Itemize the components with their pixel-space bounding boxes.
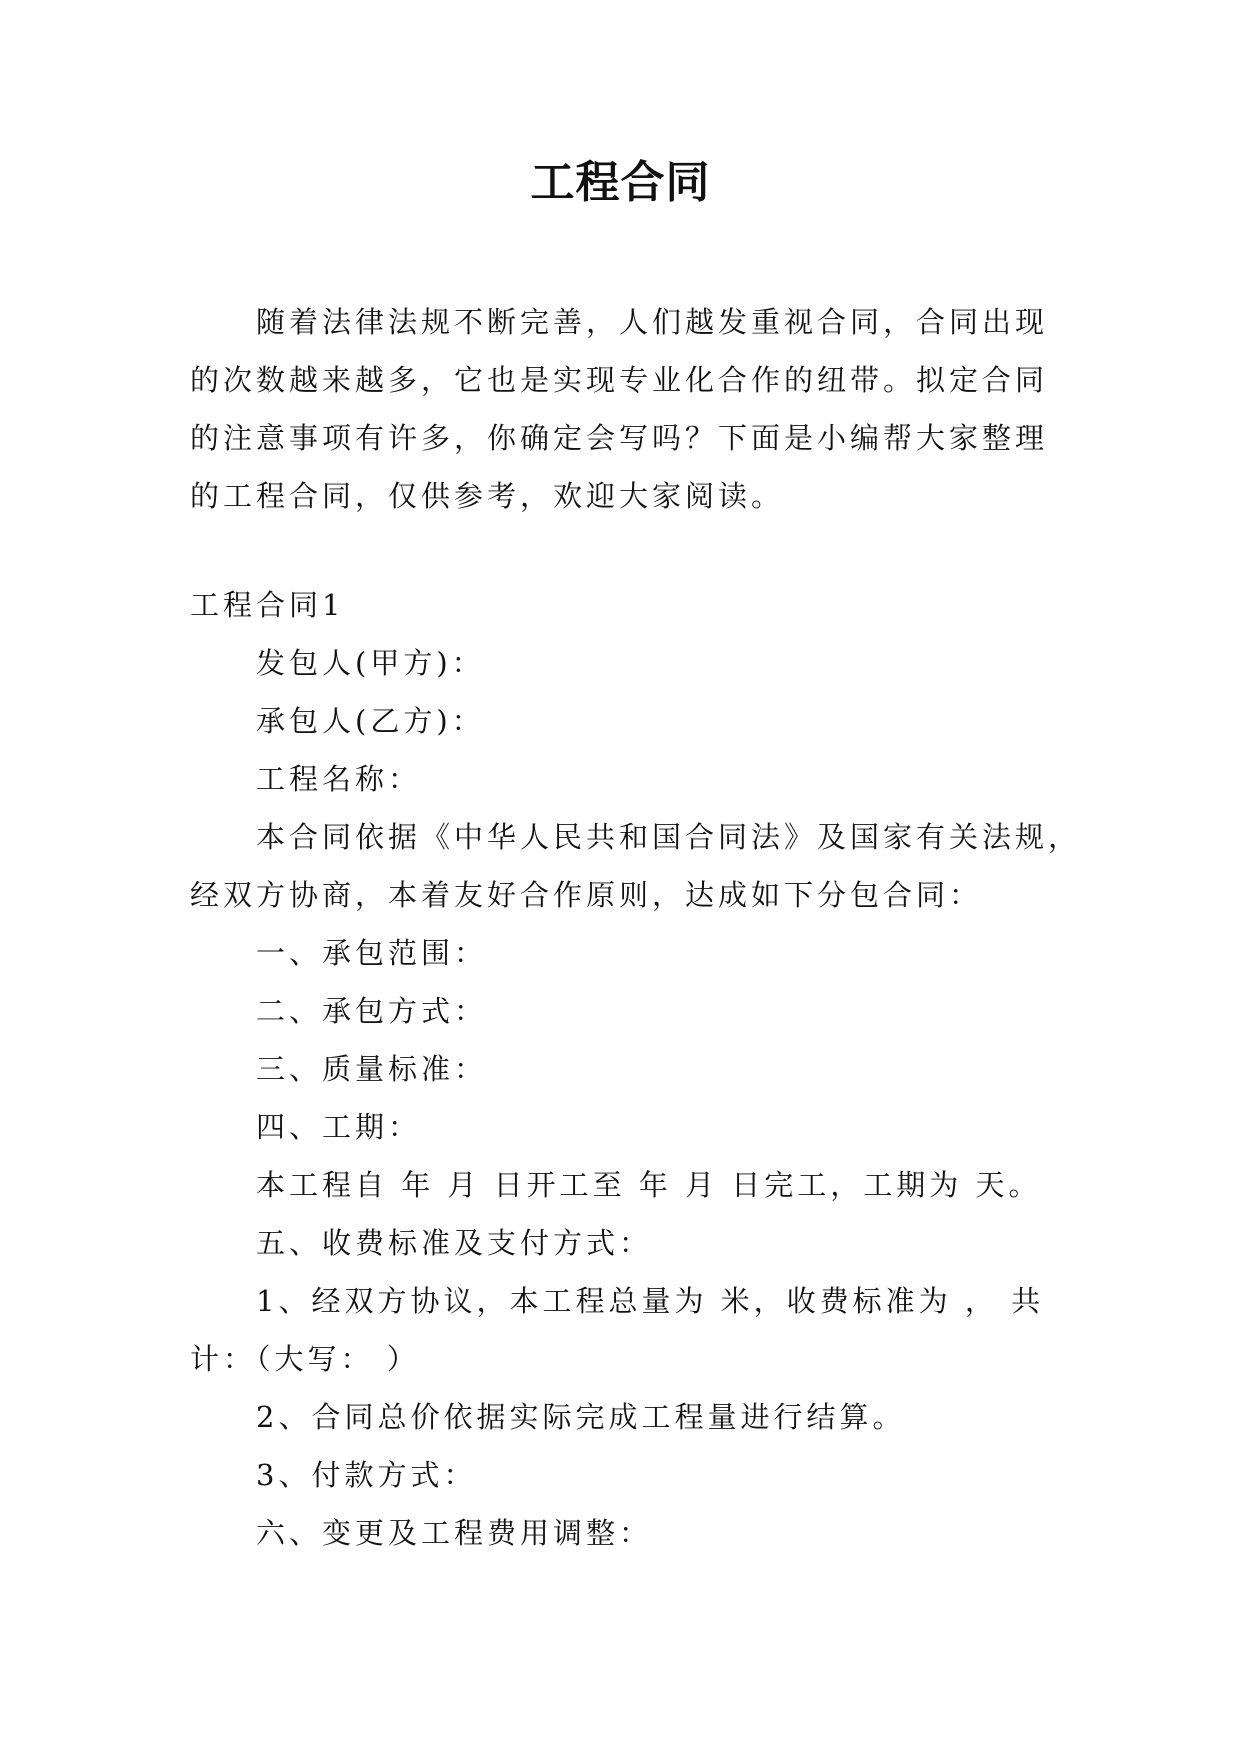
- party-a-line: 发包人(甲方)：: [256, 646, 485, 680]
- party-b-line: 承包人(乙方)：: [256, 704, 485, 738]
- section-changes: 六、变更及工程费用调整：: [256, 1516, 653, 1550]
- fees-item-3: 3、付款方式：: [256, 1458, 477, 1492]
- section-fees: 五、收费标准及支付方式：: [256, 1226, 653, 1260]
- legal-basis-line-2: 经双方协商，本着友好合作原则，达成如下分包合同：: [190, 878, 983, 912]
- contract-body: [190, 576, 1082, 1562]
- fees-item-1-line-1: 1、经双方协议，本工程总量为 米，收费标准为 ， 共: [256, 1284, 1045, 1318]
- legal-basis-line-1: 本合同依据《中华人民共和国合同法》及国家有关法规，: [256, 820, 1082, 854]
- section-duration: 四、工期：: [256, 1110, 422, 1144]
- section-method: 二、承包方式：: [256, 994, 488, 1028]
- fees-item-1-line-2: 计：（大写： ）: [190, 1342, 420, 1376]
- fees-item-2: 2、合同总价依据实际完成工程量进行结算。: [256, 1400, 906, 1434]
- duration-detail: 本工程自 年 月 日开工至 年 月 日完工，工期为 天。: [256, 1168, 1042, 1202]
- contract-heading: 工程合同1: [190, 588, 345, 622]
- intro-paragraph: 随着法律法规不断完善，人们越发重视合同，合同出现的次数越来越多，它也是实现专业化合作的纽带。拟定合同的注意事项有许多，你确定会写吗？下面是小编帮大家整理的工程合同，仅供参考，欢迎大家阅读。: [190, 305, 1049, 513]
- document-title: 工程合同: [530, 157, 711, 208]
- project-name-line: 工程名称：: [256, 762, 422, 796]
- section-quality: 三、质量标准：: [256, 1052, 488, 1086]
- section-scope: 一、承包范围：: [256, 936, 488, 970]
